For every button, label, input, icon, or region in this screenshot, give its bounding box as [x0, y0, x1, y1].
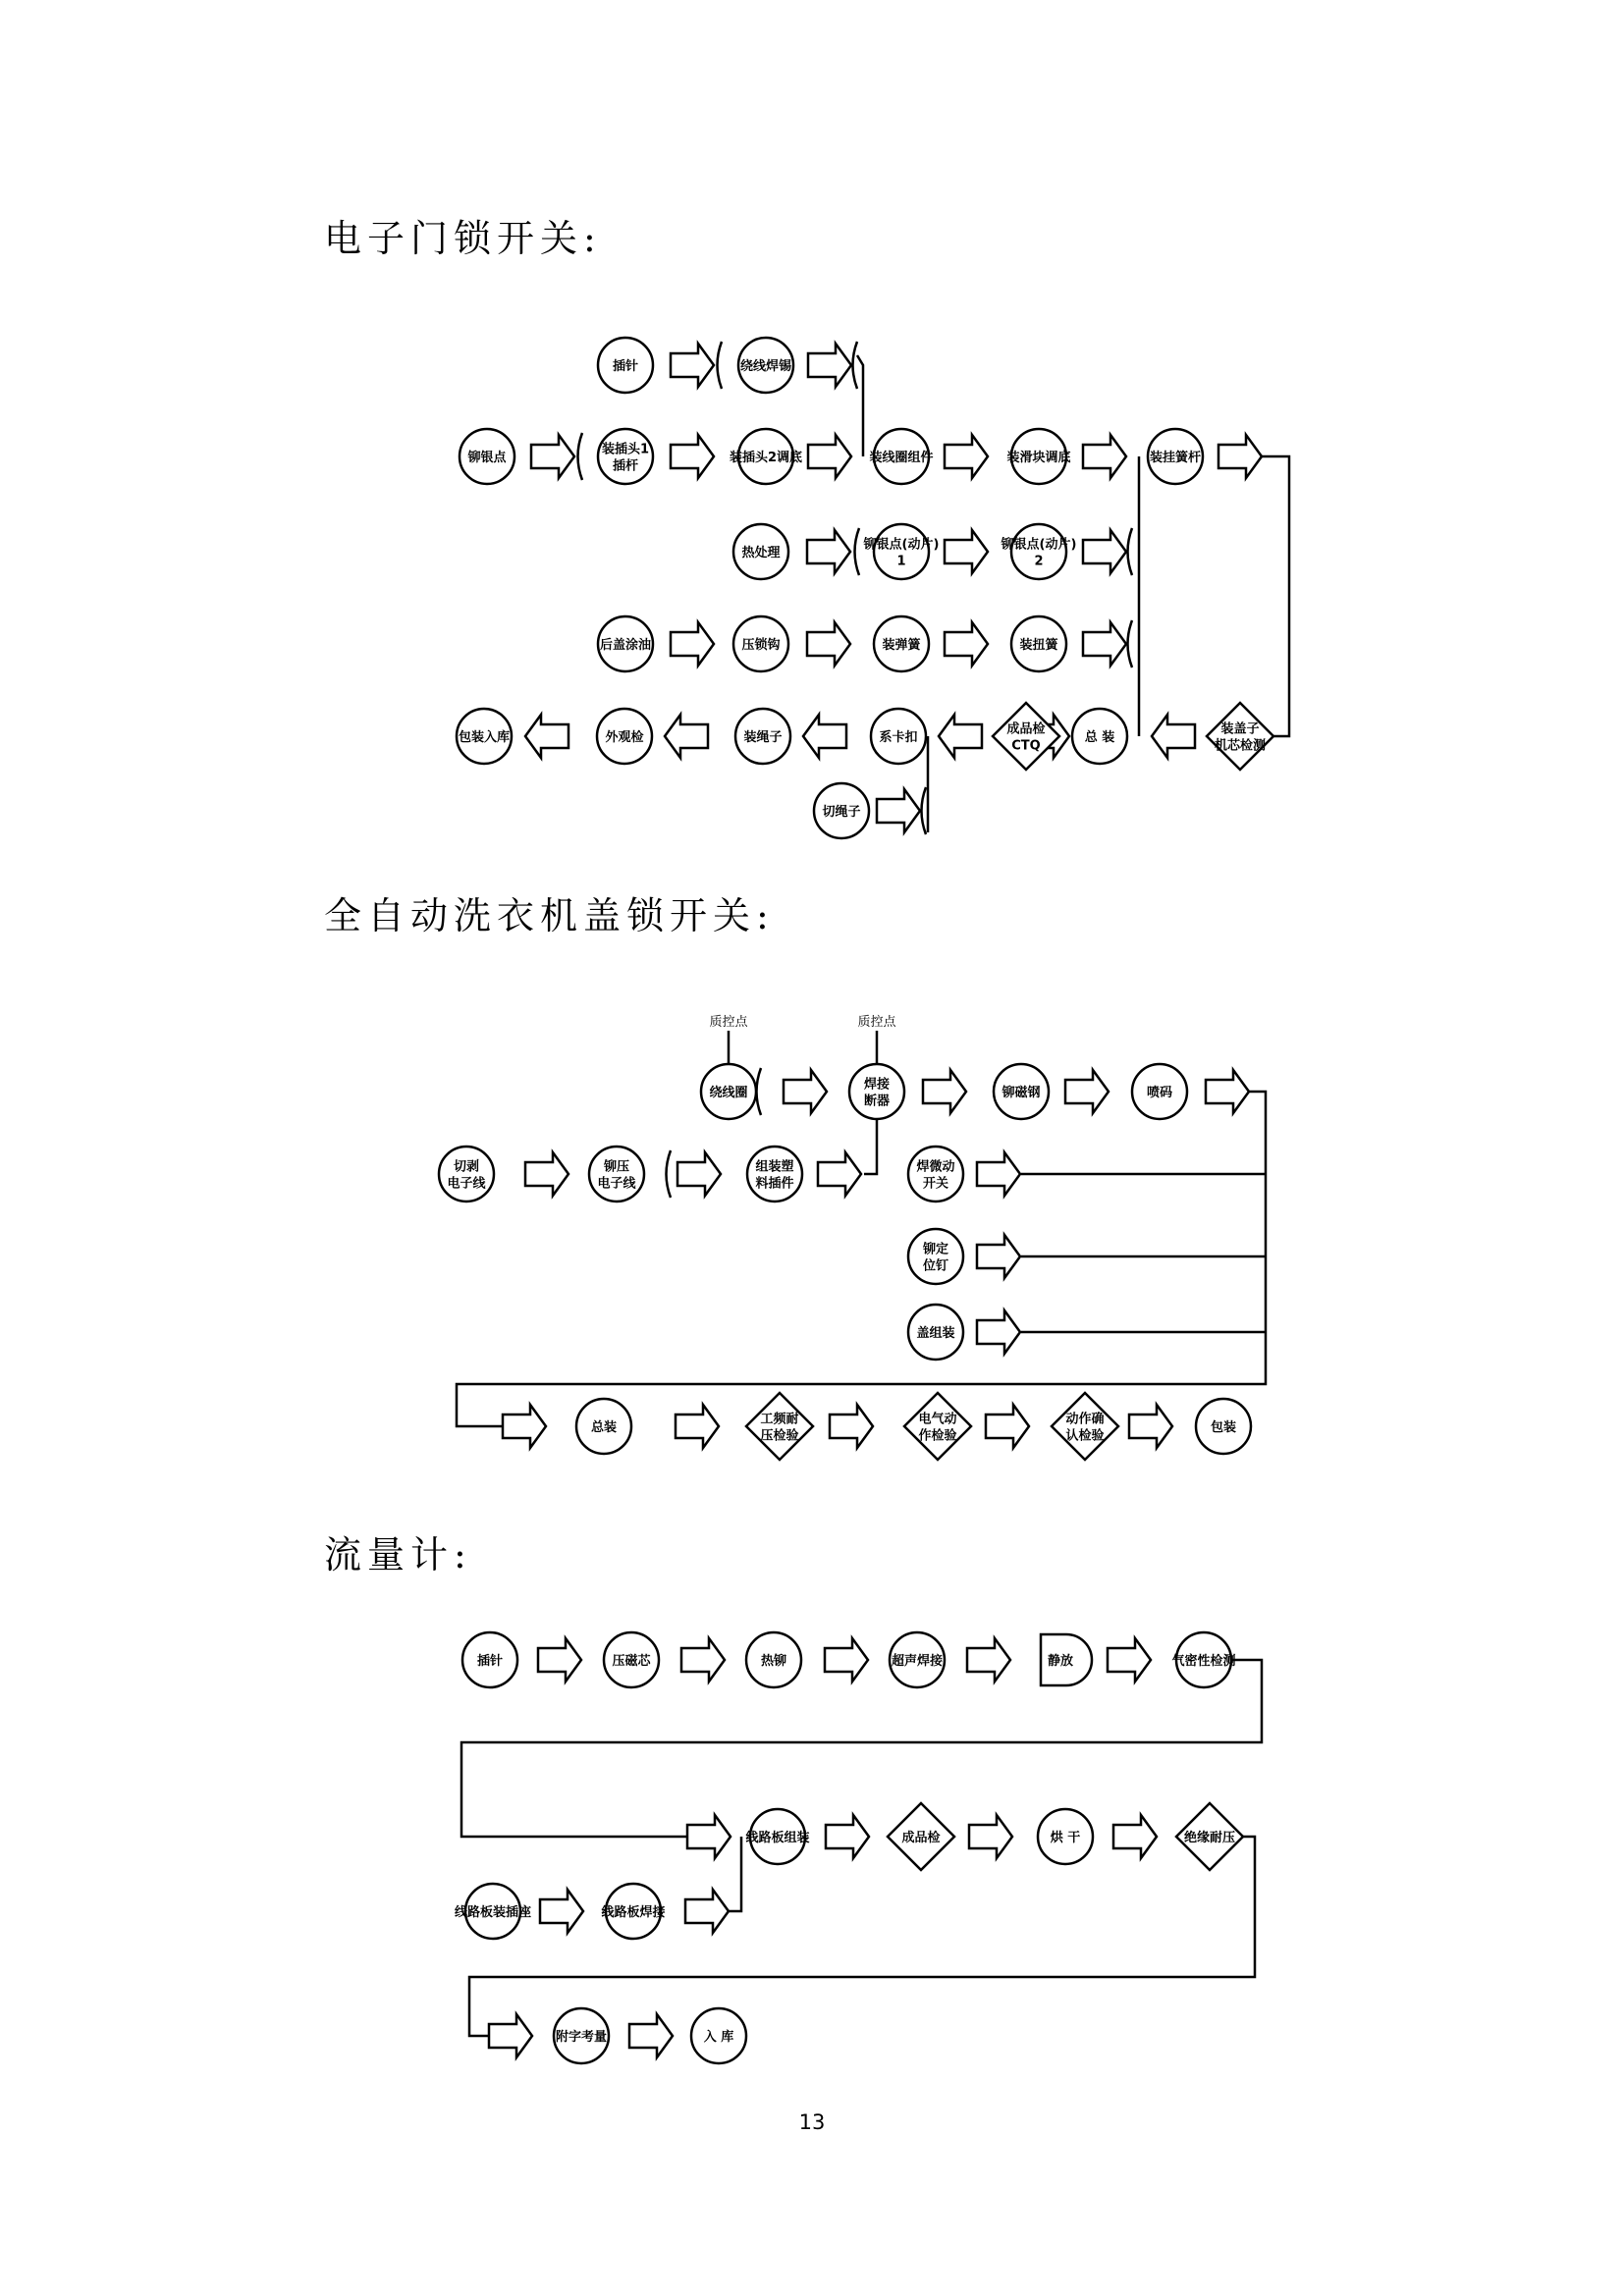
node-n19-label: 系卡扣: [879, 730, 918, 745]
bracket: [922, 787, 927, 834]
node-n15-label: 装扭簧: [1019, 638, 1058, 653]
arrow: [1108, 1638, 1151, 1682]
arrow: [503, 1405, 546, 1448]
node-n21-label: 外观检: [605, 730, 644, 745]
node-n17-label: 总 装: [1084, 730, 1115, 745]
arrow: [1083, 530, 1126, 573]
node-n3-label: 铆银点: [467, 451, 507, 465]
arrow: [681, 1638, 725, 1682]
loop-line: [461, 1660, 1262, 1837]
node-f7-label: 线路板组装: [745, 1831, 810, 1845]
arrow: [945, 622, 988, 666]
arrow: [977, 1152, 1020, 1196]
arrow: [1083, 622, 1126, 666]
arrow: [803, 715, 846, 758]
node-w10-label: 焊微动开关: [916, 1159, 955, 1192]
arrow: [807, 622, 850, 666]
node-f4-label: 超声焊接: [891, 1654, 944, 1669]
arrow: [784, 1070, 827, 1113]
arrow: [525, 715, 568, 758]
bracket: [853, 342, 858, 389]
arrow: [1113, 1815, 1157, 1858]
arrow: [830, 1405, 873, 1448]
node-w12-label: 盖组装: [916, 1326, 955, 1341]
node-n4-label: 装插头1 插杆: [601, 442, 650, 474]
note-w2: 质控点: [857, 1015, 896, 1030]
loop-line: [1262, 456, 1289, 736]
node-f9-label: 烘 干: [1050, 1831, 1081, 1845]
node-f2-label: 压磁芯: [612, 1654, 651, 1669]
node-f14-label: 入 库: [703, 2030, 734, 2045]
node-n7-label: 装滑块调底: [1006, 451, 1071, 465]
bracket: [757, 1068, 762, 1115]
loop-line: [457, 1092, 1266, 1426]
bracket: [1128, 528, 1133, 575]
arrow: [977, 1310, 1020, 1354]
arrow: [923, 1070, 966, 1113]
bracket: [855, 528, 860, 575]
node-f10-label: 绝缘耐压: [1183, 1831, 1236, 1845]
arrow: [538, 1638, 581, 1682]
node-w11-label: 铆定位钉: [922, 1242, 949, 1274]
bracket: [667, 1150, 672, 1198]
node-w7-label: 切剥电子线: [447, 1159, 486, 1192]
node-w9-label: 组装塑料插件: [755, 1159, 794, 1192]
node-w15-label: 电气动作检验: [918, 1412, 957, 1444]
node-n11-label: 铆银点(动片) 2: [1001, 537, 1077, 569]
arrow: [808, 435, 851, 478]
node-w4-label: 焊接断器: [863, 1077, 891, 1109]
arrow: [1152, 715, 1195, 758]
node-f3-label: 热铆: [760, 1654, 787, 1669]
node-n20-label: 装绳子: [743, 730, 783, 745]
node-n5-label: 装插头2调底: [729, 451, 803, 465]
arrow: [969, 1815, 1012, 1858]
arrow: [525, 1152, 568, 1196]
bracket: [718, 342, 723, 389]
arrow: [665, 715, 708, 758]
node-n10-label: 铆银点(动片) 1: [863, 537, 940, 569]
washer-lock-heading: 全自动洗衣机盖锁开关:: [324, 894, 775, 937]
node-f13-label: 附字考量: [555, 2030, 608, 2045]
node-f8-label: 成品检: [901, 1831, 941, 1845]
arrow: [967, 1638, 1010, 1682]
node-w13-label: 总装: [590, 1420, 618, 1435]
arrow: [1218, 435, 1262, 478]
node-w8-label: 铆压电子线: [597, 1159, 636, 1192]
arrow: [945, 435, 988, 478]
arrow: [808, 344, 851, 387]
node-n2-label: 绕线焊锡: [739, 359, 792, 374]
bracket: [1128, 620, 1133, 667]
note-w1: 质控点: [709, 1015, 748, 1030]
page-number: 13: [798, 2110, 826, 2134]
arrow: [687, 1815, 731, 1858]
arrow: [945, 530, 988, 573]
node-w6-label: 喷码: [1146, 1086, 1173, 1100]
arrow: [977, 1235, 1020, 1278]
arrow: [671, 344, 714, 387]
arrow: [685, 1890, 729, 1933]
loop-line: [469, 1837, 1255, 2036]
node-f6-label: 气密性检测: [1171, 1654, 1236, 1669]
merge-line: [857, 355, 863, 456]
arrow: [1083, 435, 1126, 478]
node-n14-label: 装弹簧: [882, 638, 921, 653]
arrow: [986, 1405, 1029, 1448]
node-f11-label: 线路板装插座: [454, 1905, 532, 1920]
arrow: [877, 789, 920, 832]
arrow: [489, 2014, 532, 2057]
node-n1-label: 插针: [612, 359, 639, 374]
arrow: [531, 435, 574, 478]
door-lock-heading: 电子门锁开关:: [324, 217, 602, 260]
arrow: [671, 435, 714, 478]
merge-line: [864, 1119, 877, 1174]
arrow: [939, 715, 982, 758]
node-w14-label: 工频耐压检验: [760, 1412, 799, 1444]
node-n8-label: 装挂簧杆: [1149, 451, 1202, 465]
arrow: [826, 1815, 869, 1858]
node-w16-label: 动作确认检验: [1065, 1412, 1105, 1444]
node-w5-label: 铆磁钢: [1001, 1086, 1041, 1100]
node-w17-label: 包装: [1210, 1420, 1237, 1435]
node-f1-label: 插针: [476, 1654, 504, 1669]
node-f5-label: 静放: [1047, 1654, 1074, 1669]
arrow: [1129, 1405, 1172, 1448]
node-n6-label: 装线圈组件: [869, 451, 934, 465]
node-w3-label: 绕线圈: [709, 1086, 748, 1100]
arrow: [629, 2014, 673, 2057]
arrow: [1206, 1070, 1249, 1113]
arrow: [1065, 1070, 1109, 1113]
arrow: [540, 1890, 583, 1933]
arrow: [677, 1152, 721, 1196]
node-n18-label: 成品检 CTQ: [1006, 721, 1046, 754]
node-n23-label: 切绳子: [822, 805, 861, 820]
arrow: [671, 622, 714, 666]
arrow: [676, 1405, 719, 1448]
arrow: [818, 1152, 861, 1196]
node-n16-label: 装盖子机芯检测: [1214, 721, 1267, 754]
merge-line: [729, 1837, 741, 1911]
node-f12-label: 线路板焊接: [601, 1905, 666, 1920]
arrow: [807, 530, 850, 573]
node-n13-label: 压锁钩: [741, 638, 781, 653]
node-n22-label: 包装入库: [458, 730, 511, 745]
node-n9-label: 热处理: [741, 546, 781, 561]
node-n12-label: 后盖涂油: [599, 638, 652, 653]
flowmeter-heading: 流量计:: [324, 1533, 472, 1576]
bracket: [578, 433, 583, 480]
arrow: [825, 1638, 868, 1682]
